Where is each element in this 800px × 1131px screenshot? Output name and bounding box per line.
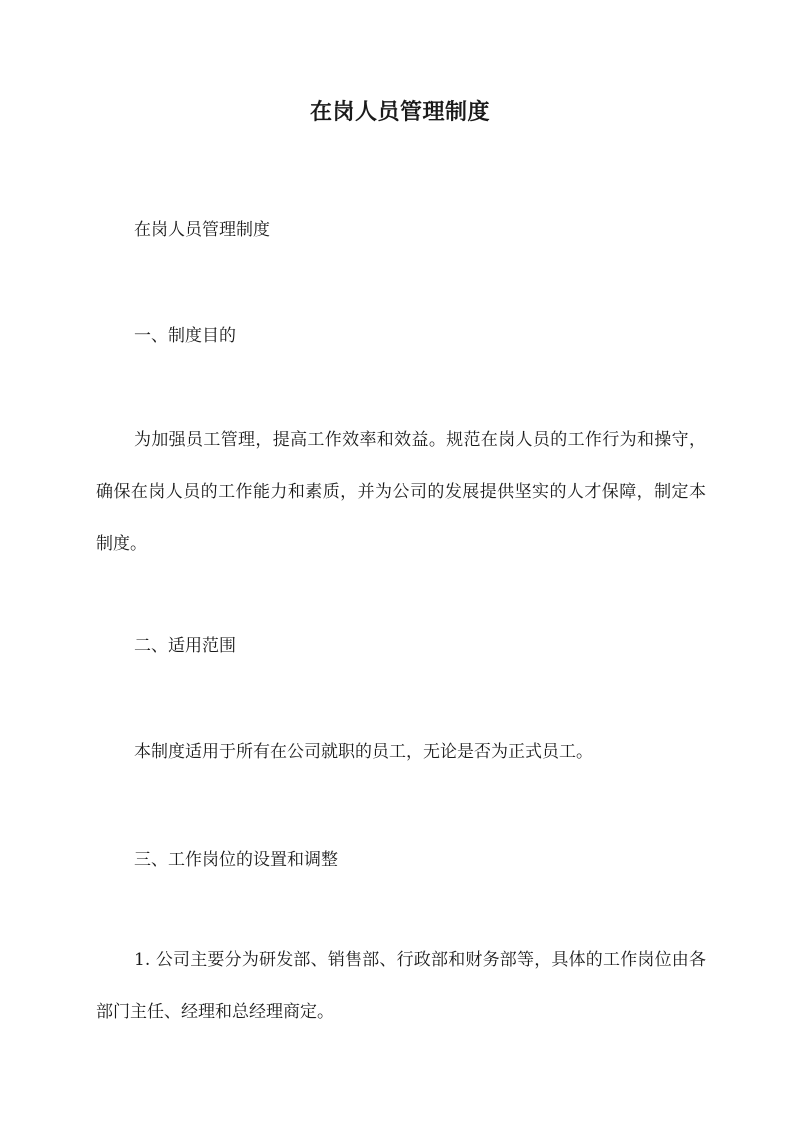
document-subtitle: 在岗人员管理制度 [134,220,270,240]
section-heading-positions: 三、工作岗位的设置和调整 [134,850,338,870]
section-heading-scope: 二、适用范围 [134,636,236,656]
paragraph-positions: 1. 公司主要分为研发部、销售部、行政部和财务部等，具体的工作岗位由各部门主任、经理和总经理商定。 [96,950,706,1022]
paragraph-scope: 本制度适用于所有在公司就职的员工，无论是否为正式员工。 [134,742,593,762]
document-title: 在岗人员管理制度 [309,99,490,125]
paragraph-purpose: 为加强员工管理，提高工作效率和效益。规范在岗人员的工作行为和操守，确保在岗人员的工作能力和素质，并为公司的发展提供坚实的人才保障，制定本制度。 [96,430,706,554]
section-heading-purpose: 一、制度目的 [134,326,236,346]
